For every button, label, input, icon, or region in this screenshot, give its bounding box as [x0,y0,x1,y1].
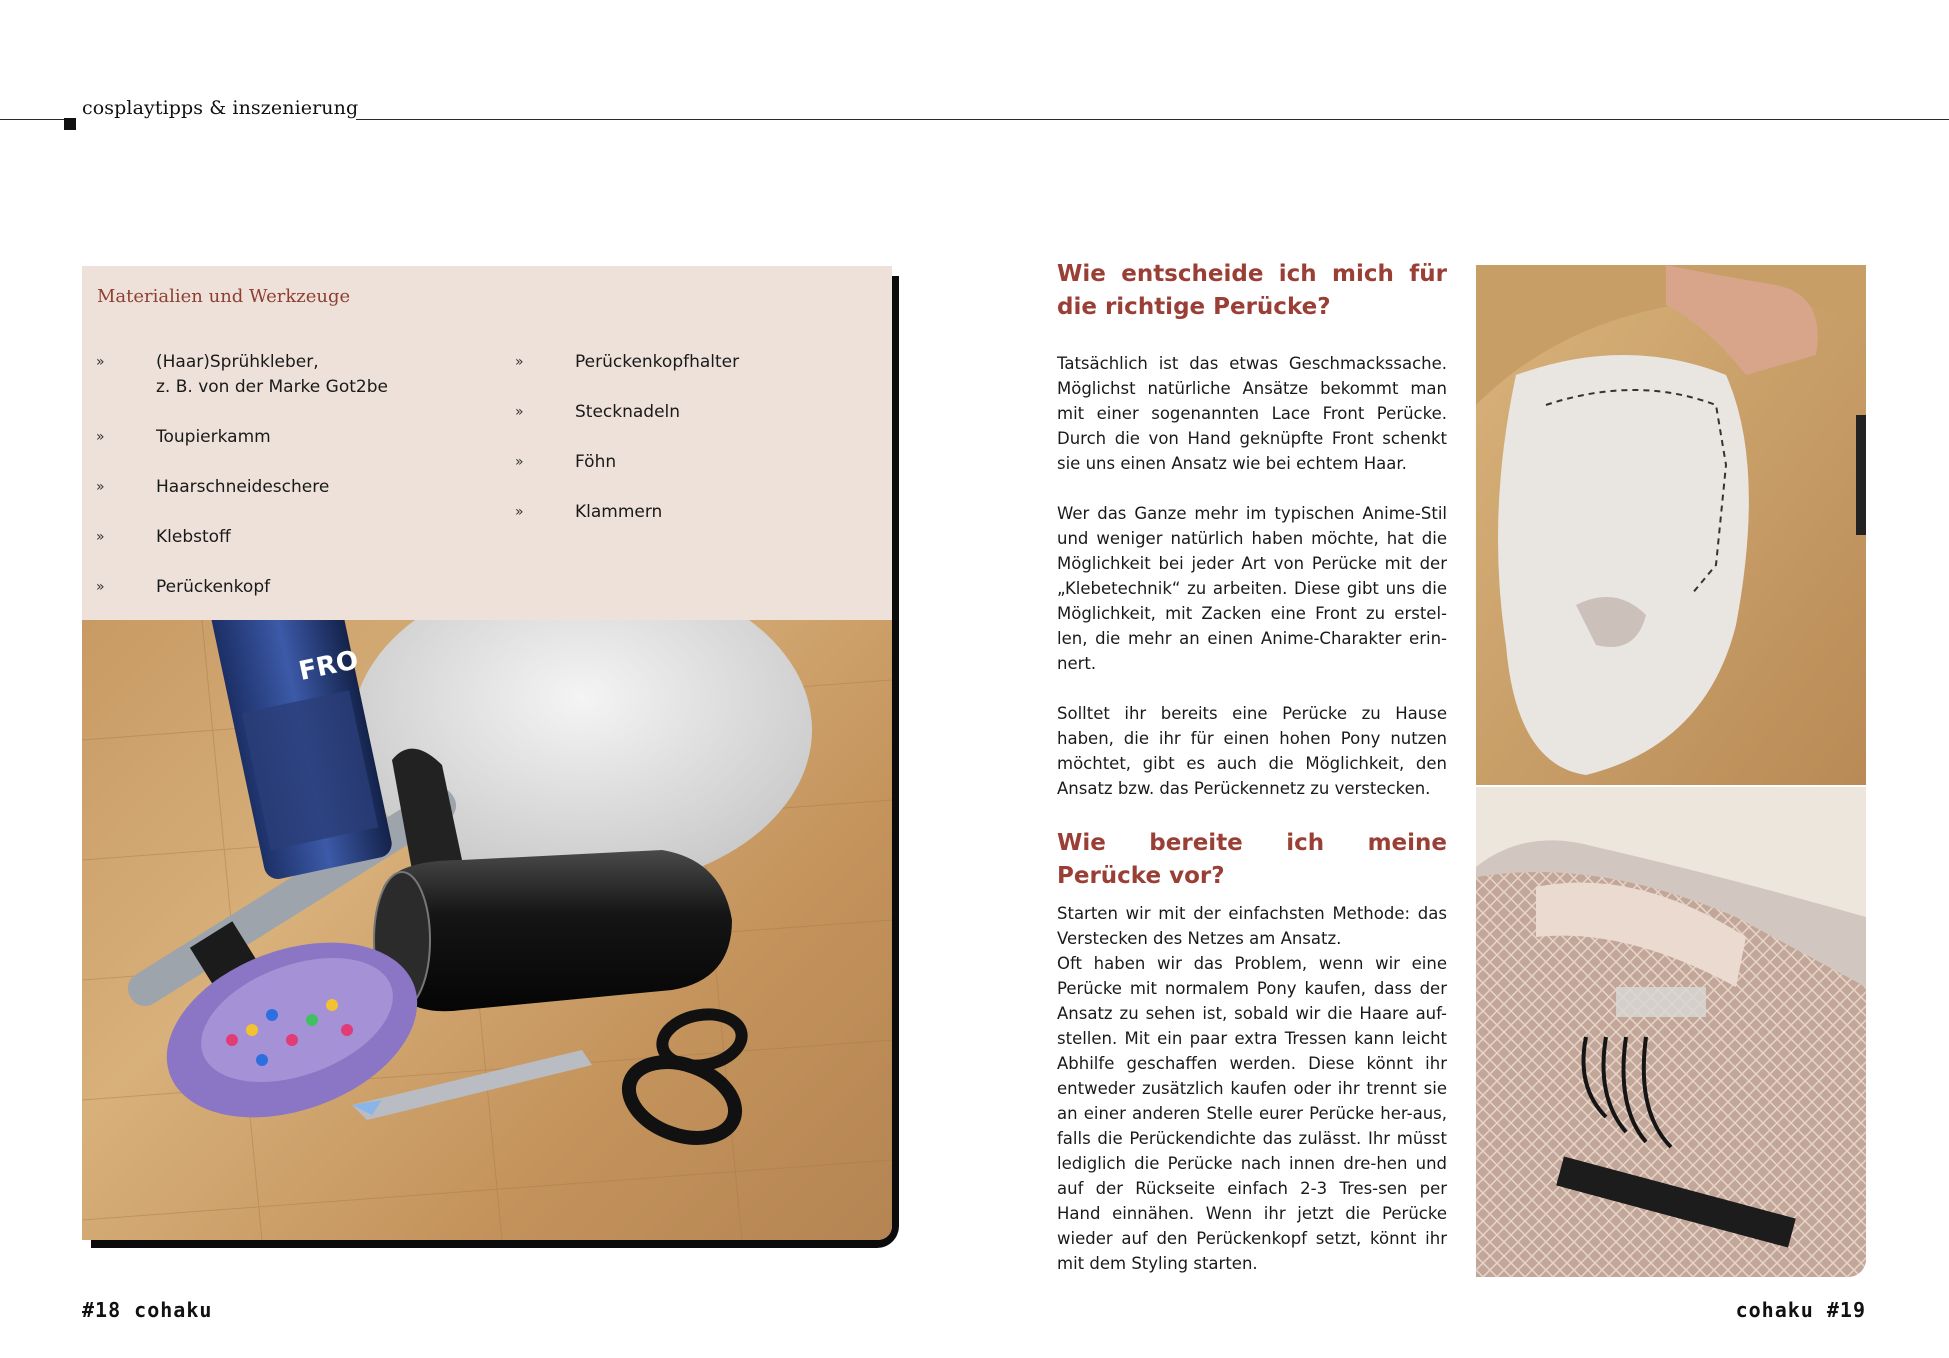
wig-head-illustration [1476,265,1866,785]
list-item [96,475,388,500]
spray-can [207,620,399,882]
article-paragraph: Oft haben wir das Problem, wenn wir eine Perücke mit normalem Pony kaufen, dass der Ansatz zu sehen ist, sobald wir die Haare auf-stellen. Mit ein paar extra Tressen kann leicht Abhilfe geschaffen werden. Diese könnt ihr entweder zusätzlich kaufen oder ihr trennt sie an einer anderen Stelle eurer Perücke her-aus, falls die Perückendichte das zulässt. Ihr müsst lediglich die Perücke nach innen dre-hen und auf der Rückseite einfach 2-3 Tres-sen per Hand einnähen. Wenn ihr jetzt die Perücke wieder auf den Perückenkopf setzt, könnt ihr mit dem Styling starten. [1057,954,1447,1273]
list-item [96,525,388,550]
article-paragraph: Starten wir mit der einfachsten Methode: das Verstecken des Netzes am Ansatz. [1057,904,1447,948]
article-paragraph: Wer das Ganze mehr im typischen Anime-Stil und weniger natürlich haben möchte, hat die Möglichkeit bei jeder Art von Perücke mit der „Klebetechnik“ zu arbeiten. Diese gibt uns die Möglichkeit, mit Zacken eine Front zu erstel-len, die mehr an einen Anime-Charakter erin-nert. [1057,504,1447,673]
material-label: Toupierkamm [156,427,271,447]
material-label: Stecknadeln [575,402,681,422]
article-heading-1: Wie entscheide ich mich für die richtige Perücke? [1057,261,1447,320]
article-heading-2: Wie bereite ich meine Perücke vor? [1057,830,1447,889]
list-item [96,350,388,400]
list-item [515,350,739,375]
bullet-icon: » [515,404,524,420]
page-number-right: cohaku #19 [1735,1298,1866,1322]
wig-cap-illustration [1476,787,1866,1277]
list-item [96,425,388,450]
materials-box [82,266,892,620]
header-rule-right [356,119,1949,120]
bullet-icon: » [96,429,105,445]
page-number-left: #18 cohaku [82,1298,213,1322]
material-label: Klebstoff [156,527,231,547]
bullet-icon: » [515,504,524,520]
bullet-icon: » [515,454,524,470]
list-item [515,500,739,525]
bullet-icon: » [515,354,524,370]
header-tab-marker [64,118,76,130]
wig-head-photo [1476,265,1866,785]
list-item [515,400,739,425]
material-label: Föhn [575,452,617,472]
bullet-icon: » [96,479,105,495]
tools-illustration [82,620,892,1240]
bullet-icon: » [96,354,105,370]
material-label: (Haar)Sprühkleber, z. B. von der Marke Got2be [156,352,388,397]
material-label: Haarschneideschere [156,477,330,497]
header-rule-left [0,119,70,120]
section-title: cosplaytipps & inszenierung [82,97,359,119]
article-paragraph: Tatsächlich ist das etwas Geschmackssache. Möglichst natürliche Ansätze bekommt man mit einer sogenannten Lace Front Perücke. Durch die von Hand geknüpfte Front schenkt sie uns einen Ansatz wie bei echtem Haar. [1057,354,1447,473]
material-label: Perückenkopfhalter [575,352,740,372]
wig-cap-photo [1476,787,1866,1277]
materials-column-2 [515,350,739,550]
materials-column-1 [96,350,388,625]
list-item [515,450,739,475]
material-label: Klammern [575,502,663,522]
bullet-icon: » [96,529,105,545]
material-label: Perückenkopf [156,577,271,597]
can-label: FRO [296,645,362,687]
tools-photo [82,620,892,1240]
materials-card [82,266,892,1240]
bullet-icon: » [96,579,105,595]
materials-heading: Materialien und Werkzeuge [97,286,351,307]
article-paragraph: Solltet ihr bereits eine Perücke zu Hause haben, die ihr für einen hohen Pony nutzen möchtet, gibt es auch die Möglichkeit, den Ansatz bzw. das Perückennetz zu verstecken. [1057,704,1447,798]
list-item [96,575,388,600]
